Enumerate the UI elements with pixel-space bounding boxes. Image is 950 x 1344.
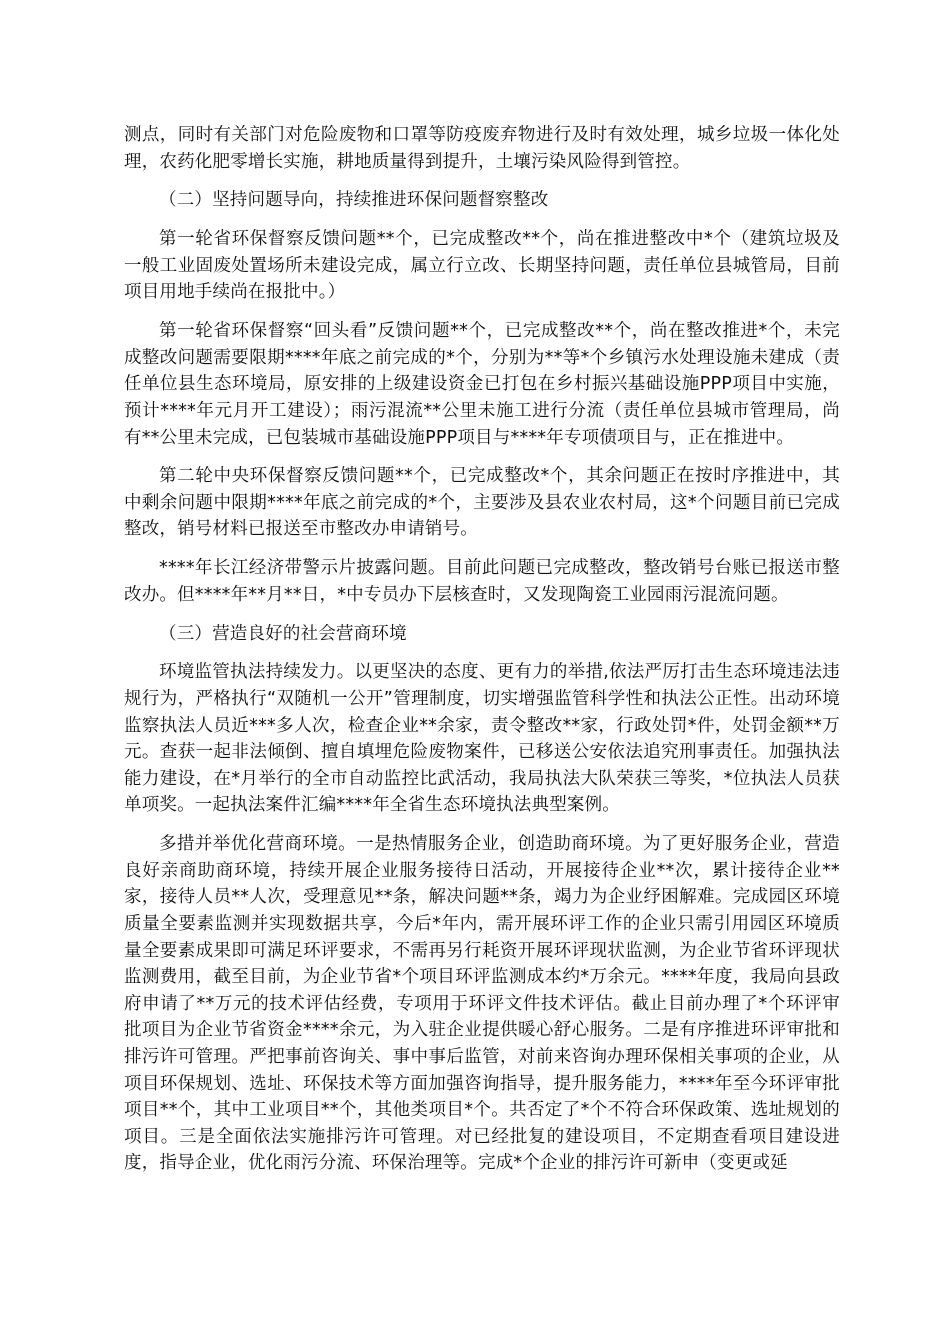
section-heading-3: （三）营造良好的社会营商环境 xyxy=(159,623,407,644)
paragraph-enforcement: 环境监管执法持续发力。以更坚决的态度、更有力的举措,依法严厉打击生态环境违法违规行为，严格执行“双随机一公开”管理制度，切实增强监管科学性和执法公正性。出动环境监察执法人员近***多人次，检查企业**余家，责令整改**家，行政处罚*件，处罚金额**万元。查获一起非法倾倒、擅自填埋危险废物案件，已移送公安依法追究刑事责任。加强执法能力建设，在*月举行的全市自动监控比武活动，我局执法大队荣获三等奖，*位执法人员获单项奖。一起执法案件汇编****年全省生态环境执法典型案例。 xyxy=(124,662,840,816)
section-heading-2: （二）坚持问题导向，持续推进环保问题督察整改 xyxy=(159,190,549,211)
paragraph-central-inspection: 第二轮中央环保督察反馈问题**个，已完成整改*个，其余问题正在按时序推进中，其中剩余问题中限期****年底之前完成的*个，主要涉及县农业农村局，这*个问题目前已完成整改，销号材料已报送至市整改办申请销号。 xyxy=(124,466,840,540)
paragraph-continued: 测点，同时有关部门对危险废物和口罩等防疫废弃物进行及时有效处理，城乡垃圾一体化处理，农药化肥零增长实施，耕地质量得到提升，土壤污染风险得到管控。 xyxy=(124,125,840,172)
paragraph-yangtze-warning: ****年长江经济带警示片披露问题。目前此问题已完成整改，整改销号台账已报送市整改办。但****年**月**日，*中专员办下层核查时，又发现陶瓷工业园雨污混流问题。 xyxy=(124,558,840,605)
document-page xyxy=(124,122,840,1177)
paragraph-look-back: 第一轮省环保督察“回头看”反馈问题**个，已完成整改**个，尚在整改推进*个，未完成整改问题需要限期****年底之前完成的*个，分别为**等*个乡镇污水处理设施未建成（责任单位县生态环境局，原安排的上级建设资金已打包在乡村振兴基础设施PPP项目中实施，预计****年元月开工建设）；雨污混流**公里未施工进行分流（责任单位县城市管理局，尚有**公里未完成，已包装城市基础设施PPP项目与****年专项债项目与，正在推进中。 xyxy=(124,321,840,448)
paragraph-provincial-inspection: 第一轮省环保督察反馈问题**个，已完成整改**个，尚在推进整改中*个（建筑垃圾及一般工业固废处置场所未建设完成，属立行立改、长期坚持问题，责任单位县城管局，目前项目用地手续尚在报批中。） xyxy=(124,229,840,303)
paragraph-business-environment: 多措并举优化营商环境。一是热情服务企业，创造助商环境。为了更好服务企业，营造良好亲商助商环境，持续开展企业服务接待日活动，开展接待企业**次，累计接待企业**家，接待人员**人次，受理意见**条，解决问题**条，竭力为企业纾困解难。完成园区环境质量全要素监测并实现数据共享，今后*年内，需开展环评工作的企业只需引用园区环境质量全要素成果即可满足环评要求，不需再另行耗资开展环评现状监测，为企业节省环评现状监测费用，截至目前，为企业节省*个项目环评监测成本约*万余元。****年度，我局向县政府申请了**万元的技术评估经费，专项用于环评文件技术评估。截止目前办理了*个环评审批项目为企业节省资金****余元，为入驻企业提供暖心舒心服务。二是有序推进环评审批和排污许可管理。严把事前咨询关、事中事后监管，对前来咨询办理环保相关事项的企业，从项目环保规划、选址、环保技术等方面加强咨询指导，提升服务能力，****年至今环评审批项目**个，其中工业项目**个，其他类项目*个。共否定了*个不符合环保政策、选址规划的项目。三是全面依法实施排污许可管理。对已经批复的建设项目，不定期查看项目建设进度，指导企业，优化雨污分流、环保治理等。完成*个企业的排污许可新申（变更或延 xyxy=(124,834,840,1174)
